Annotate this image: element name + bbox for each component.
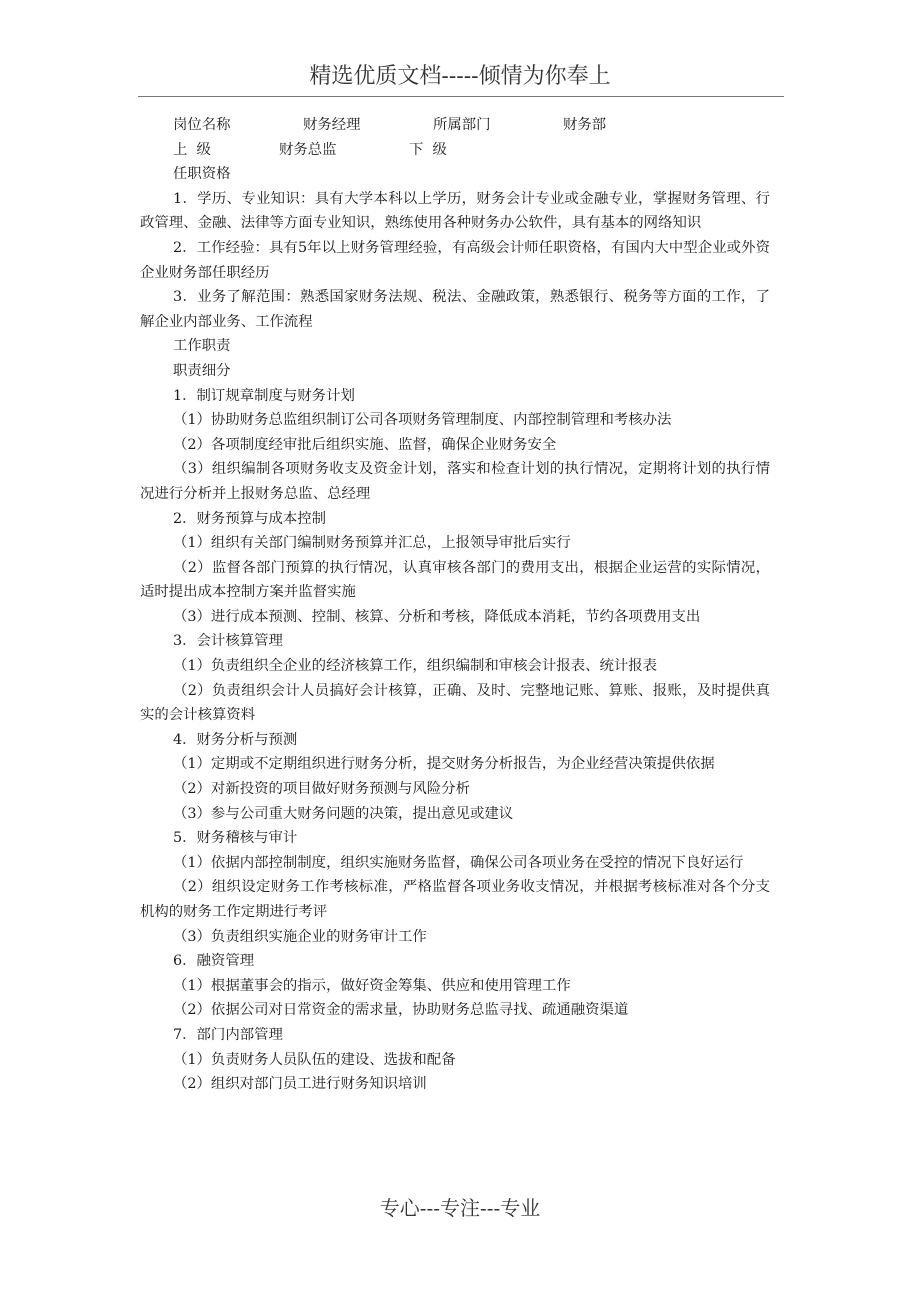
duty-item: （2）对新投资的项目做好财务预测与风险分析 <box>173 781 470 798</box>
page-footer: 专心---专注---专业 <box>379 1196 541 1220</box>
dept-value: 财务部 <box>563 117 607 133</box>
duty-item: （2）各项制度经审批后组织实施、监督，确保企业财务安全 <box>173 436 557 453</box>
duty-section-5-heading: 5．财务稽核与审计 <box>173 830 298 847</box>
duty-item: （2）监督各部门预算的执行情况，认真审核各部门的费用支出，根据企业运营的实际情况，适时提出成本控制方案并监督实施 <box>140 559 770 601</box>
qualifications-heading: 任职资格 <box>173 166 231 183</box>
duty-item: （1）协助财务总监组织制订公司各项财务管理制度、内部控制管理和考核办法 <box>173 412 672 429</box>
duty-item: （1）依据内部控制制度，组织实施财务监督，确保公司各项业务在受控的情况下良好运行 <box>173 854 744 871</box>
duty-item: （3）负责组织实施企业的财务审计工作 <box>173 928 427 945</box>
duty-item: （3）参与公司重大财务问题的决策，提出意见或建议 <box>173 805 514 822</box>
position-info-row <box>140 113 770 138</box>
duty-item: （2）依据公司对日常资金的需求量，协助财务总监寻找、疏通融资渠道 <box>173 1002 629 1019</box>
duty-item: （3）进行成本预测、控制、核算、分析和考核，降低成本消耗，节约各项费用支出 <box>173 608 701 625</box>
qualification-experience: 2．工作经验：具有5年以上财务管理经验，有高级会计师任职资格，有国内大中型企业或外资企业财务部任职经历 <box>140 239 770 281</box>
duty-item: （1）根据董事会的指示，做好资金筹集、供应和使用管理工作 <box>173 977 571 994</box>
duty-item: （2）组织设定财务工作考核标准，严格监督各项业务收支情况，并根据考核标准对各个分支机构的财务工作定期进行考评 <box>140 879 770 920</box>
duty-item: （1）负责财务人员队伍的建设、选拔和配备 <box>173 1051 456 1068</box>
duty-section-6-heading: 6．融资管理 <box>173 953 255 970</box>
duties-detail-heading: 职责细分 <box>173 362 231 379</box>
duty-section-4-heading: 4．财务分析与预测 <box>173 731 298 748</box>
reporting-row <box>140 138 770 163</box>
duty-item: （1）组织有关部门编制财务预算并汇总，上报领导审批后实行 <box>173 535 571 552</box>
document-body <box>140 113 770 1097</box>
duty-item: （2）组织对部门员工进行财务知识培训 <box>173 1076 427 1093</box>
superior-label: 上 级 <box>173 141 211 158</box>
superior-value: 财务总监 <box>279 141 337 158</box>
position-value: 财务经理 <box>303 117 361 133</box>
duty-section-7-heading: 7．部门内部管理 <box>173 1026 283 1043</box>
duty-item: （1）负责组织全企业的经济核算工作，组织编制和审核会计报表、统计报表 <box>173 658 658 675</box>
qualification-education: 1．学历、专业知识：具有大学本科以上学历，财务会计专业或金融专业，掌握财务管理、行政管理、金融、法律等方面专业知识，熟练使用各种财务办公软件，具有基本的网络知识 <box>140 190 770 232</box>
page-header: 精选优质文档-----倾情为你奉上 <box>309 64 611 89</box>
duty-section-1-heading: 1．制订规章制度与财务计划 <box>173 387 355 404</box>
duties-heading: 工作职责 <box>173 338 231 355</box>
duty-item: （1）定期或不定期组织进行财务分析，提交财务分析报告，为企业经营决策提供依据 <box>173 756 715 773</box>
duty-item: （3）组织编制各项财务收支及资金计划，落实和检查计划的执行情况，定期将计划的执行情况进行分析并上报财务总监、总经理 <box>140 461 770 502</box>
qualification-scope: 3．业务了解范围：熟悉国家财务法规、税法、金融政策，熟悉银行、税务等方面的工作，了解企业内部业务、工作流程 <box>140 289 770 330</box>
duty-section-3-heading: 3．会计核算管理 <box>173 633 283 650</box>
subordinate-label: 下 级 <box>409 141 447 158</box>
duty-item: （2）负责组织会计人员搞好会计核算，正确、及时、完整地记账、算账、报账，及时提供真实的会计核算资料 <box>140 682 770 724</box>
duty-section-2-heading: 2．财务预算与成本控制 <box>173 510 327 527</box>
dept-label: 所属部门 <box>433 117 491 133</box>
position-label: 岗位名称 <box>173 117 231 133</box>
header-divider <box>138 96 784 97</box>
